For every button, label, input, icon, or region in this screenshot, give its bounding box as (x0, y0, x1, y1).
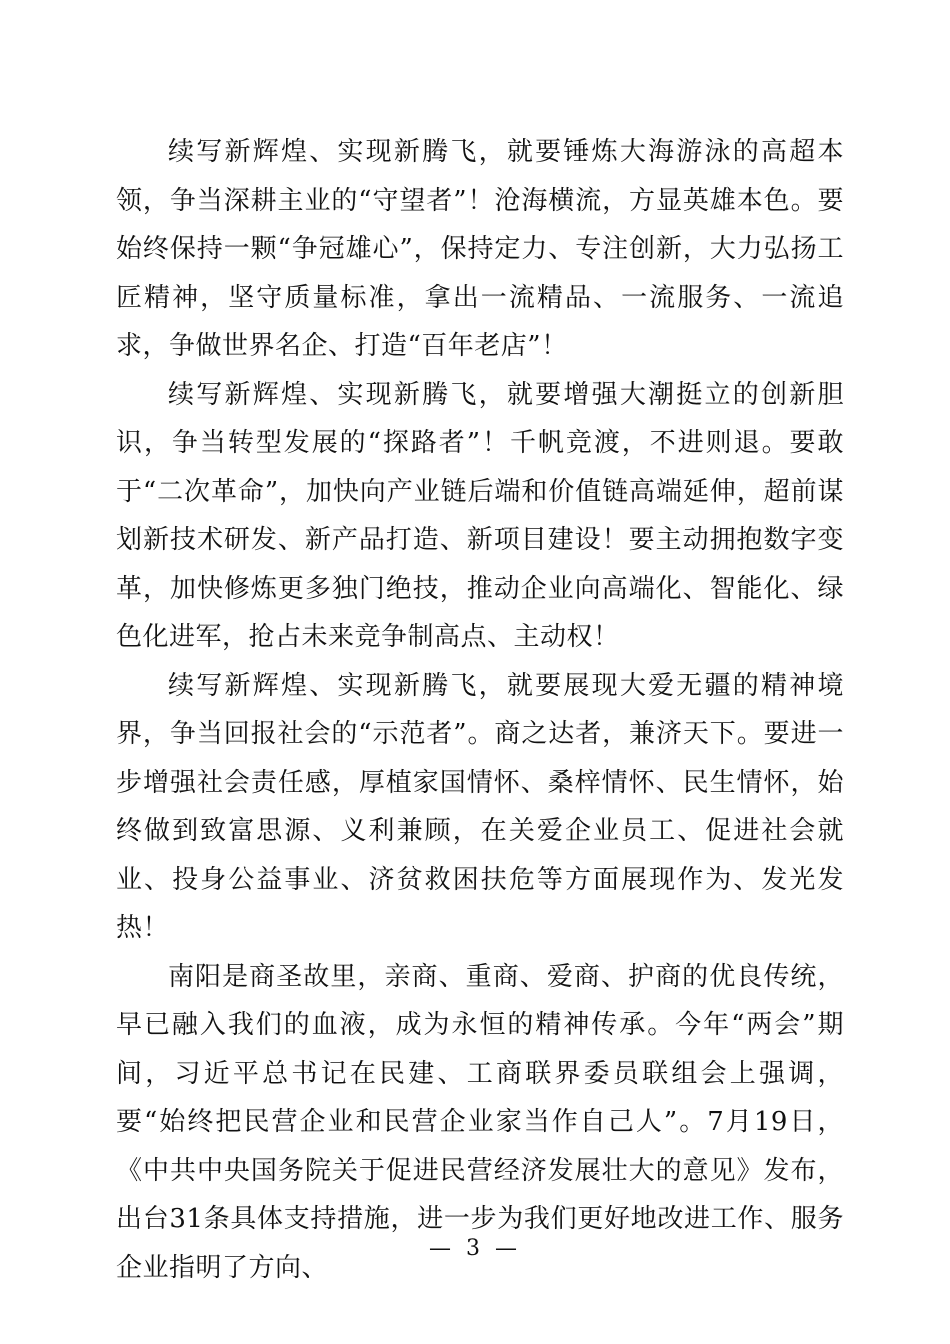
body-text (116, 128, 844, 1292)
paragraph-4: 南阳是商圣故里，亲商、重商、爱商、护商的优良传统，早已融入我们的血液，成为永恒的精神传承。今年“两会”期间，习近平总书记在民建、工商联界委员联组会上强调，要“始终把民营企业和民营企业家当作自己人”。7月19日，《中共中央国务院关于促进民营经济发展壮大的意见》发布，出台31条具体支持措施，进一步为我们更好地改进工作、服务企业指明了方向、 (116, 961, 844, 1283)
paragraph-3: 续写新辉煌、实现新腾飞，就要展现大爱无疆的精神境界，争当回报社会的“示范者”。商之达者，兼济天下。要进一步增强社会责任感，厚植家国情怀、桑梓情怀、民生情怀，始终做到致富思源、义利兼顾，在关爱企业员工、促进社会就业、投身公益事业、济贫救困扶危等方面展现作为、发光发热！ (116, 670, 844, 943)
page-number: — 3 — (429, 1236, 521, 1261)
paragraph-2: 续写新辉煌、实现新腾飞，就要增强大潮挺立的创新胆识，争当转型发展的“探路者”！千帆竞渡，不进则退。要敢于“二次革命”，加快向产业链后端和价值链高端延伸，超前谋划新技术研发、新产品打造、新项目建设！要主动拥抱数字变革，加快修炼更多独门绝技，推动企业向高端化、智能化、绿色化进军，抢占未来竞争制高点、主动权！ (116, 379, 844, 652)
paragraph-1: 续写新辉煌、实现新腾飞，就要锤炼大海游泳的高超本领，争当深耕主业的“守望者”！沧海横流，方显英雄本色。要始终保持一颗“争冠雄心”，保持定力、专注创新，大力弘扬工匠精神，坚守质量标准，拿出一流精品、一流服务、一流追求，争做世界名企、打造“百年老店”！ (116, 137, 844, 361)
